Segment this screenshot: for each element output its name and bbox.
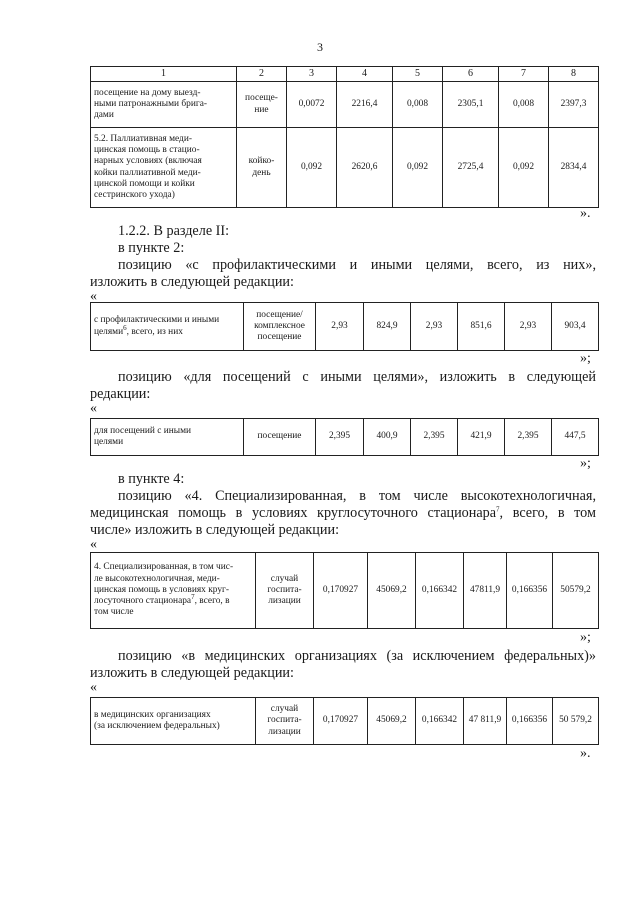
paragraph: позицию «4. Специализированная, в том числе высокотехнологичная, [118,488,596,504]
cell: 0,092 [287,128,337,208]
row-name: 5.2. Паллиативная меди- цинская помощь в стацио- нарных условиях (включая койки паллиативной меди- цинской помощи и койки сестринского ухода) [91,128,237,208]
cell: 0,008 [393,82,443,128]
cell: 447,5 [552,419,599,456]
row-unit: случай госпита- лизации [256,698,314,745]
row-name: 4. Специализированная, в том чис- ле высокотехнологичная, меди- цинская помощь в условиях круг- лосуточного стационара$^7$, всего, в том числе [91,553,256,629]
row-name: с профилактическими и иными целями$^6$, всего, из них [91,303,244,351]
cell: 0,166356 [507,698,553,745]
table-row [91,82,599,128]
cell: 851,6 [458,303,505,351]
cell: 0,092 [393,128,443,208]
cell: 2,395 [316,419,364,456]
cell: 0,166356 [507,553,553,629]
table-row [91,303,599,351]
page-number: 3 [317,40,323,54]
table-profilactic [90,302,599,351]
row-unit: посещение [244,419,316,456]
cell: 45069,2 [368,553,416,629]
table-row [91,698,599,745]
table-row [91,419,599,456]
cell: 2305,1 [443,82,499,128]
paragraph: редакции: [90,386,151,402]
cell: 2,93 [411,303,458,351]
col-header: 6 [443,67,499,82]
paragraph: изложить в следующей редакции: [90,665,294,681]
closing-quote: ». [580,206,591,221]
cell: 47811,9 [464,553,507,629]
cell: 0,092 [499,128,549,208]
col-header: 3 [287,67,337,82]
cell: 2,395 [411,419,458,456]
cell: 400,9 [364,419,411,456]
col-header: 8 [549,67,599,82]
cell: 2,93 [505,303,552,351]
cell: 2620,6 [337,128,393,208]
row-unit: койко- день [237,128,287,208]
cell: 2216,4 [337,82,393,128]
cell: 824,9 [364,303,411,351]
table-specialized [90,552,599,629]
table-continuation [90,66,599,208]
closing-quote: »; [580,630,591,645]
open-quote: « [90,537,97,552]
cell: 47 811,9 [464,698,507,745]
open-quote: « [90,680,97,695]
row-unit: посещение/ комплексное посещение [244,303,316,351]
open-quote: « [90,401,97,416]
cell: 421,9 [458,419,505,456]
paragraph: изложить в следующей редакции: [90,274,294,290]
cell: 0,166342 [416,698,464,745]
cell: 50579,2 [553,553,599,629]
table-header-row [91,67,599,82]
row-unit: случай госпита- лизации [256,553,314,629]
row-unit: посеще- ние [237,82,287,128]
cell: 2397,3 [549,82,599,128]
row-name: для посещений с иными целями [91,419,244,456]
closing-quote: ». [580,746,591,761]
item-heading: в пункте 4: [118,471,185,487]
cell: 2,93 [316,303,364,351]
paragraph: позицию «для посещений с иными целями», изложить в следующей [118,369,596,385]
table-medical-orgs [90,697,599,745]
cell: 0,170927 [314,553,368,629]
closing-quote: »; [580,456,591,471]
col-header: 7 [499,67,549,82]
closing-quote: »; [580,351,591,366]
col-header: 4 [337,67,393,82]
table-row [91,128,599,208]
row-name: посещение на дому выезд- ными патронажными брига- дами [91,82,237,128]
paragraph: позицию «в медицинских организациях (за исключением федеральных)» [118,648,596,664]
cell: 50 579,2 [553,698,599,745]
paragraph: позицию «с профилактическими и иными целями, всего, из них», [118,257,596,273]
cell: 2834,4 [549,128,599,208]
cell: 0,166342 [416,553,464,629]
table-other-visits [90,418,599,456]
paragraph: числе» изложить в следующей редакции: [90,522,340,538]
cell: 0,0072 [287,82,337,128]
cell: 903,4 [552,303,599,351]
paragraph: медицинская помощь в условиях круглосуточного стационара$^7$, всего, в том [90,505,596,521]
item-heading: в пункте 2: [118,240,185,256]
cell: 2725,4 [443,128,499,208]
col-header: 1 [91,67,237,82]
section-heading: 1.2.2. В разделе II: [118,223,230,239]
row-name: в медицинских организациях (за исключением федеральных) [91,698,256,745]
cell: 2,395 [505,419,552,456]
cell: 0,008 [499,82,549,128]
col-header: 2 [237,67,287,82]
col-header: 5 [393,67,443,82]
cell: 0,170927 [314,698,368,745]
table-row [91,553,599,629]
cell: 45069,2 [368,698,416,745]
open-quote: « [90,289,97,304]
